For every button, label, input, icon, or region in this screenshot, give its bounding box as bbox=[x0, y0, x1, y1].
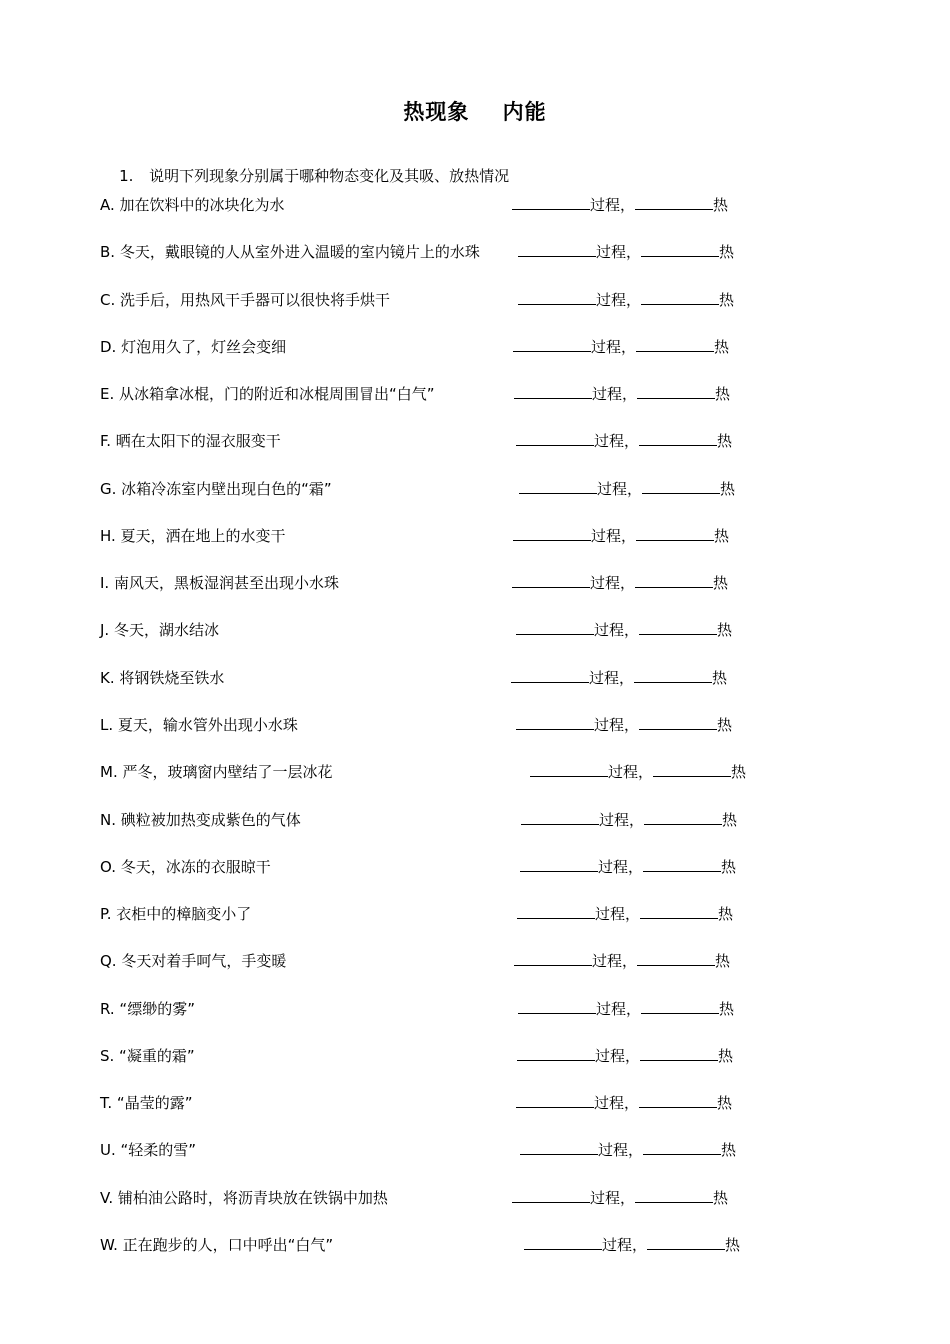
heat-word: 热 bbox=[714, 526, 730, 545]
heat-word: 热 bbox=[719, 243, 735, 262]
list-item bbox=[0, 241, 950, 271]
item-label: T. “晶莹的露” bbox=[100, 1094, 193, 1113]
list-item bbox=[0, 903, 950, 933]
process-blank[interactable] bbox=[524, 1234, 602, 1250]
list-item bbox=[0, 383, 950, 413]
process-blank[interactable] bbox=[517, 903, 595, 919]
process-blank[interactable] bbox=[514, 383, 592, 399]
process-blank[interactable] bbox=[518, 998, 596, 1014]
heat-blank[interactable] bbox=[639, 714, 717, 730]
process-blank[interactable] bbox=[530, 761, 608, 777]
process-blank[interactable] bbox=[512, 194, 590, 210]
answer-blanks bbox=[520, 1139, 736, 1160]
question-number: 1. bbox=[119, 167, 134, 185]
heat-word: 热 bbox=[720, 479, 736, 498]
process-blank[interactable] bbox=[516, 430, 594, 446]
heat-blank[interactable] bbox=[642, 478, 720, 494]
item-label: W. 正在跑步的人，口中呼出“白气” bbox=[100, 1235, 334, 1254]
list-item bbox=[0, 714, 950, 744]
answer-blanks bbox=[516, 430, 732, 451]
heat-blank[interactable] bbox=[636, 336, 714, 352]
heat-blank[interactable] bbox=[644, 809, 722, 825]
list-item bbox=[0, 336, 950, 366]
heat-blank[interactable] bbox=[640, 903, 718, 919]
answer-blanks bbox=[516, 714, 732, 735]
page-title: 热现象 内能 bbox=[403, 100, 547, 124]
heat-word: 热 bbox=[717, 432, 733, 451]
item-label: L. 夏天，输水管外出现小水珠 bbox=[100, 715, 298, 734]
heat-word: 热 bbox=[717, 715, 733, 734]
heat-word: 热 bbox=[715, 952, 731, 971]
heat-word: 热 bbox=[714, 337, 730, 356]
process-word: 过程， bbox=[589, 668, 635, 687]
list-item bbox=[0, 1045, 950, 1075]
list-item bbox=[0, 809, 950, 839]
heat-blank[interactable] bbox=[643, 1139, 721, 1155]
process-blank[interactable] bbox=[511, 667, 589, 683]
heat-word: 热 bbox=[721, 857, 737, 876]
answer-blanks bbox=[512, 194, 728, 215]
answer-blanks bbox=[514, 950, 730, 971]
list-item bbox=[0, 289, 950, 319]
process-word: 过程， bbox=[598, 857, 644, 876]
process-word: 过程， bbox=[590, 1188, 636, 1207]
process-blank[interactable] bbox=[516, 619, 594, 635]
process-word: 过程， bbox=[592, 385, 638, 404]
process-blank[interactable] bbox=[520, 856, 598, 872]
item-label: N. 碘粒被加热变成紫色的气体 bbox=[100, 810, 301, 829]
answer-blanks bbox=[511, 667, 727, 688]
list-item bbox=[0, 998, 950, 1028]
process-word: 过程， bbox=[598, 1141, 644, 1160]
heat-word: 热 bbox=[717, 621, 733, 640]
answer-blanks bbox=[513, 525, 729, 546]
heat-blank[interactable] bbox=[639, 619, 717, 635]
heat-word: 热 bbox=[731, 763, 747, 782]
heat-blank[interactable] bbox=[634, 667, 712, 683]
answer-blanks bbox=[530, 761, 746, 782]
answer-blanks bbox=[516, 619, 732, 640]
heat-blank[interactable] bbox=[637, 383, 715, 399]
heat-blank[interactable] bbox=[641, 998, 719, 1014]
answer-blanks bbox=[518, 289, 734, 310]
heat-blank[interactable] bbox=[637, 950, 715, 966]
item-label: E. 从冰箱拿冰棍，门的附近和冰棍周围冒出“白气” bbox=[100, 385, 435, 404]
item-label: C. 洗手后，用热风干手器可以很快将手烘干 bbox=[100, 290, 391, 309]
heat-blank[interactable] bbox=[635, 1187, 713, 1203]
process-word: 过程， bbox=[594, 432, 640, 451]
answer-blanks bbox=[517, 1045, 733, 1066]
item-label: Q. 冬天对着手呵气，手变暖 bbox=[100, 952, 287, 971]
process-blank[interactable] bbox=[521, 809, 599, 825]
process-word: 过程， bbox=[597, 479, 643, 498]
process-word: 过程， bbox=[596, 999, 642, 1018]
process-blank[interactable] bbox=[516, 1092, 594, 1108]
item-label: J. 冬天，湖水结冰 bbox=[100, 621, 219, 640]
answer-blanks bbox=[518, 998, 734, 1019]
process-blank[interactable] bbox=[520, 1139, 598, 1155]
process-word: 过程， bbox=[608, 763, 654, 782]
list-item bbox=[0, 619, 950, 649]
list-item bbox=[0, 1092, 950, 1122]
list-item bbox=[0, 525, 950, 555]
heat-blank[interactable] bbox=[636, 525, 714, 541]
process-word: 过程， bbox=[590, 196, 636, 214]
heat-word: 热 bbox=[721, 1141, 737, 1160]
process-word: 过程， bbox=[596, 290, 642, 309]
process-word: 过程， bbox=[602, 1235, 648, 1254]
heat-word: 热 bbox=[713, 574, 729, 593]
heat-word: 热 bbox=[719, 290, 735, 309]
item-label: M. 严冬，玻璃窗内壁结了一层冰花 bbox=[100, 763, 333, 782]
list-item bbox=[0, 572, 950, 602]
answer-blanks bbox=[516, 1092, 732, 1113]
item-label: G. 冰箱冷冻室内壁出现白色的“霜” bbox=[100, 479, 332, 498]
heat-blank[interactable] bbox=[653, 761, 731, 777]
answer-blanks bbox=[514, 383, 730, 404]
answer-blanks bbox=[524, 1234, 740, 1255]
heat-word: 热 bbox=[718, 1046, 734, 1065]
heat-blank[interactable] bbox=[640, 1045, 718, 1061]
list-item bbox=[0, 478, 950, 508]
item-label: B. 冬天，戴眼镜的人从室外进入温暖的室内镜片上的水珠 bbox=[100, 243, 480, 262]
item-label: P. 衣柜中的樟脑变小了 bbox=[100, 905, 252, 924]
item-label: F. 晒在太阳下的湿衣服变干 bbox=[100, 432, 281, 451]
list-item bbox=[0, 667, 950, 697]
answer-blanks bbox=[520, 856, 736, 877]
heat-blank[interactable] bbox=[641, 289, 719, 305]
heat-word: 热 bbox=[717, 1094, 733, 1113]
process-word: 过程， bbox=[591, 337, 637, 356]
heat-blank[interactable] bbox=[635, 194, 713, 210]
process-word: 过程， bbox=[599, 810, 645, 829]
process-word: 过程， bbox=[596, 243, 642, 262]
item-label: I. 南风天，黑板湿润甚至出现小水珠 bbox=[100, 574, 339, 593]
process-blank[interactable] bbox=[518, 241, 596, 257]
list-item bbox=[0, 1187, 950, 1217]
process-blank[interactable] bbox=[518, 289, 596, 305]
process-word: 过程， bbox=[595, 905, 641, 924]
heat-blank[interactable] bbox=[639, 430, 717, 446]
item-label: H. 夏天，洒在地上的水变干 bbox=[100, 526, 286, 545]
item-label: O. 冬天，冰冻的衣服晾干 bbox=[100, 857, 271, 876]
process-word: 过程， bbox=[592, 952, 638, 971]
item-label: R. “缥缈的雾” bbox=[100, 999, 195, 1018]
process-blank[interactable] bbox=[517, 1045, 595, 1061]
process-word: 过程， bbox=[590, 574, 636, 593]
process-word: 过程， bbox=[591, 526, 637, 545]
heat-word: 热 bbox=[719, 999, 735, 1018]
answer-blanks bbox=[517, 903, 733, 924]
process-blank[interactable] bbox=[512, 1187, 590, 1203]
list-item bbox=[0, 856, 950, 886]
list-item bbox=[0, 1234, 950, 1264]
process-blank[interactable] bbox=[513, 525, 591, 541]
heat-blank[interactable] bbox=[635, 572, 713, 588]
answer-blanks bbox=[519, 478, 735, 499]
item-label: K. 将钢铁烧至铁水 bbox=[100, 668, 225, 687]
list-item bbox=[0, 950, 950, 980]
answer-blanks bbox=[521, 809, 737, 830]
answer-blanks bbox=[512, 572, 728, 593]
item-label: V. 铺柏油公路时，将沥青块放在铁锅中加热 bbox=[100, 1188, 388, 1207]
process-blank[interactable] bbox=[516, 714, 594, 730]
list-item bbox=[0, 761, 950, 791]
process-blank[interactable] bbox=[512, 572, 590, 588]
list-item bbox=[0, 194, 950, 224]
process-word: 过程， bbox=[594, 621, 640, 640]
heat-word: 热 bbox=[722, 810, 738, 829]
process-blank[interactable] bbox=[513, 336, 591, 352]
heat-word: 热 bbox=[725, 1235, 741, 1254]
answer-blanks bbox=[518, 241, 734, 262]
process-word: 过程， bbox=[595, 1046, 641, 1065]
answer-blanks bbox=[512, 1187, 728, 1208]
item-label: D. 灯泡用久了，灯丝会变细 bbox=[100, 337, 287, 356]
item-label: A. 加在饮料中的冰块化为水 bbox=[100, 196, 285, 214]
process-word: 过程， bbox=[594, 715, 640, 734]
item-label: U. “轻柔的雪” bbox=[100, 1141, 197, 1160]
answer-blanks bbox=[513, 336, 729, 357]
heat-word: 热 bbox=[718, 905, 734, 924]
process-word: 过程， bbox=[594, 1094, 640, 1113]
heat-blank[interactable] bbox=[647, 1234, 725, 1250]
list-item bbox=[0, 1139, 950, 1169]
heat-word: 热 bbox=[713, 196, 729, 214]
heat-word: 热 bbox=[712, 668, 728, 687]
heat-blank[interactable] bbox=[643, 856, 721, 872]
process-blank[interactable] bbox=[514, 950, 592, 966]
heat-word: 热 bbox=[713, 1188, 729, 1207]
list-item bbox=[0, 430, 950, 460]
heat-blank[interactable] bbox=[641, 241, 719, 257]
question-text: 说明下列现象分别属于哪种物态变化及其吸、放热情况 bbox=[149, 167, 510, 185]
item-label: S. “凝重的霜” bbox=[100, 1046, 195, 1065]
process-blank[interactable] bbox=[519, 478, 597, 494]
heat-word: 热 bbox=[715, 385, 731, 404]
heat-blank[interactable] bbox=[639, 1092, 717, 1108]
